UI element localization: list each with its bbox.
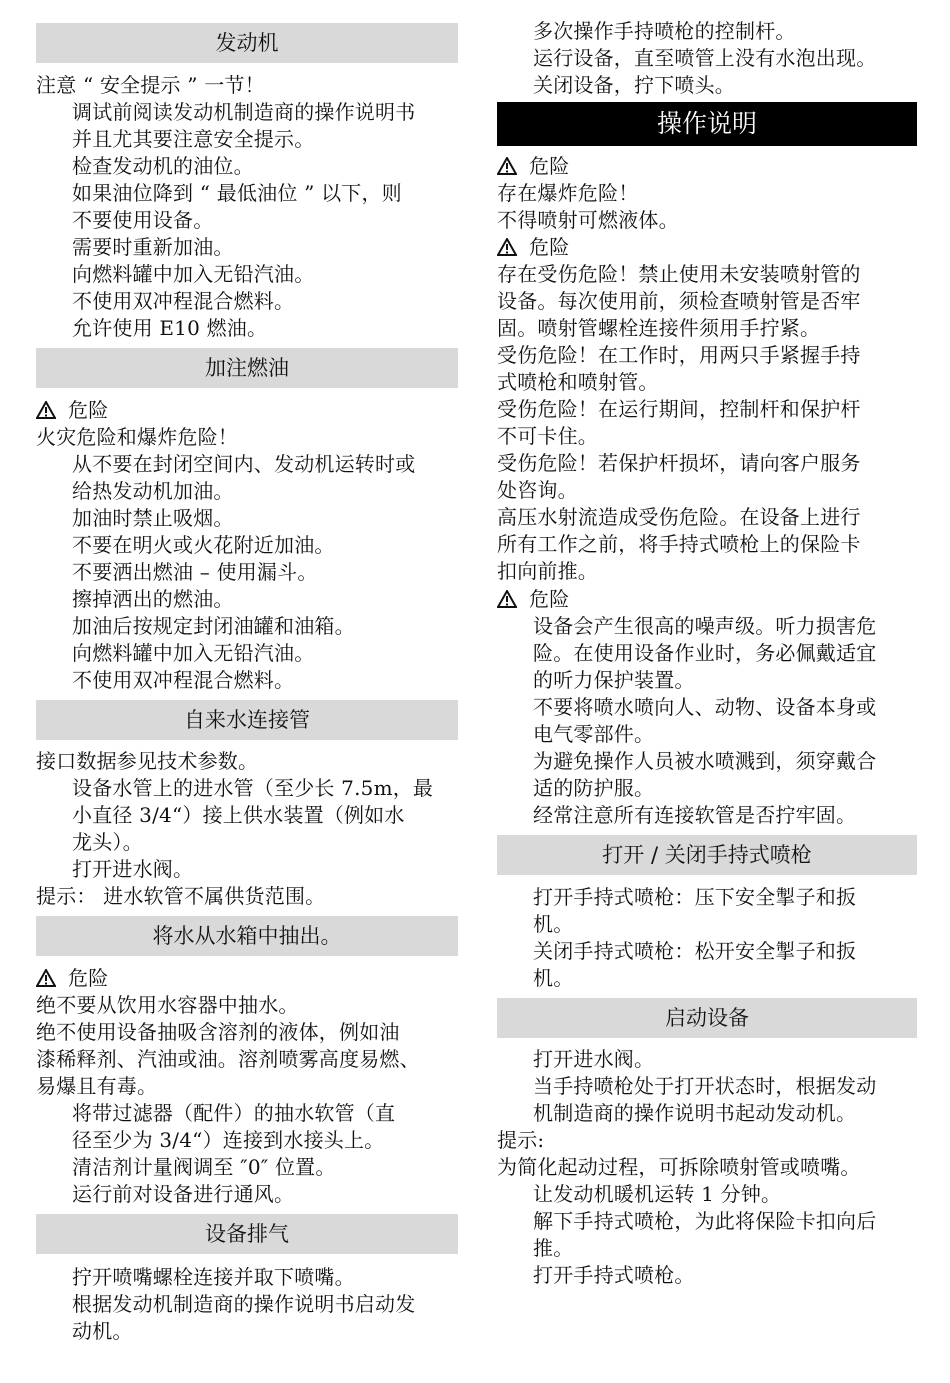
venting-line: 拧开喷嘴螺栓连接并取下喷嘴。: [72, 1265, 355, 1289]
danger-label: [36, 397, 458, 424]
warning-triangle-icon: [497, 238, 517, 256]
engine-line: 不要使用设备。: [72, 208, 214, 232]
start-line: 推。: [533, 1236, 574, 1260]
venting-cont-line: 关闭设备，拧下喷头。: [533, 73, 735, 97]
section-title-fuel: 加注燃油: [36, 348, 458, 388]
operation-line: 所有工作之前，将手持式喷枪上的保险卡: [497, 532, 861, 556]
warning-triangle-icon: [36, 401, 56, 419]
operation-line: 设备会产生很高的噪声级。听力损害危: [533, 614, 877, 638]
danger-text: 危险: [68, 398, 109, 422]
operation-line: 不可卡住。: [497, 424, 598, 448]
warning-triangle-icon: [497, 157, 517, 175]
suction-line: 径至少为 3/4“）连接到水接头上。: [72, 1128, 385, 1152]
gun-line: 机。: [533, 912, 574, 936]
start-line: 为简化起动过程，可拆除喷射管或喷嘴。: [497, 1155, 861, 1179]
operation-line: 受伤危险！在工作时，用两只手紧握手持: [497, 343, 861, 367]
operation-line: 不得喷射可燃液体。: [497, 208, 679, 232]
danger-label: [497, 234, 917, 261]
venting-line: 动机。: [72, 1319, 133, 1343]
water-line: 接口数据参见技术参数。: [36, 749, 259, 773]
water-line: 打开进水阀。: [72, 857, 194, 881]
venting-line: 根据发动机制造商的操作说明书启动发: [72, 1292, 416, 1316]
operation-line: 受伤危险！若保护杆损坏，请向客户服务: [497, 451, 861, 475]
gun-line: 关闭手持式喷枪：松开安全掣子和扳: [533, 939, 857, 963]
operation-line: 存在爆炸危险！: [497, 181, 639, 205]
operation-line: 的听力保护装置。: [533, 668, 695, 692]
section-title-venting: 设备排气: [36, 1214, 458, 1254]
engine-line: 调试前阅读发动机制造商的操作说明书: [72, 100, 416, 124]
engine-line: 向燃料罐中加入无铅汽油。: [72, 262, 315, 286]
start-note-label: 提示:: [497, 1128, 545, 1152]
fuel-line: 不要洒出燃油 – 使用漏斗。: [72, 560, 318, 584]
danger-text: 危险: [529, 587, 570, 611]
fuel-line: 向燃料罐中加入无铅汽油。: [72, 641, 315, 665]
venting-cont-line: 运行设备，直至喷管上没有水泡出现。: [533, 46, 877, 70]
fuel-line: 从不要在封闭空间内、发动机运转时或: [72, 452, 416, 476]
fuel-line: 擦掉洒出的燃油。: [72, 587, 234, 611]
fuel-line: 给热发动机加油。: [72, 479, 234, 503]
operation-line: 高压水射流造成受伤危险。在设备上进行: [497, 505, 861, 529]
danger-label: [497, 586, 917, 613]
operation-line: 扣向前推。: [497, 559, 598, 583]
start-line: 当手持喷枪处于打开状态时，根据发动: [533, 1074, 877, 1098]
start-line: 解下手持式喷枪，为此将保险卡扣向后: [533, 1209, 877, 1233]
venting-cont-line: 多次操作手持喷枪的控制杆。: [533, 19, 796, 43]
section-title-start: 启动设备: [497, 998, 917, 1038]
engine-line: 检查发动机的油位。: [72, 154, 254, 178]
operation-line: 存在受伤危险！禁止使用未安装喷射管的: [497, 262, 861, 286]
suction-line: 绝不要从饮用水容器中抽水。: [36, 993, 299, 1017]
operation-line: 为避免操作人员被水喷溅到，须穿戴合: [533, 749, 877, 773]
warning-triangle-icon: [497, 590, 517, 608]
operation-line: 经常注意所有连接软管是否拧牢固。: [533, 803, 857, 827]
danger-label: [497, 153, 917, 180]
operation-line: 固。喷射管螺栓连接件须用手拧紧。: [497, 316, 821, 340]
start-line: 机制造商的操作说明书起动发动机。: [533, 1101, 857, 1125]
engine-line: 不使用双冲程混合燃料。: [72, 289, 295, 313]
suction-line: 将带过滤器（配件）的抽水软管（直: [72, 1101, 396, 1125]
suction-line: 易爆且有毒。: [36, 1074, 158, 1098]
gun-line: 打开手持式喷枪：压下安全掣子和扳: [533, 885, 857, 909]
fuel-line: 加油时禁止吸烟。: [72, 506, 234, 530]
warning-triangle-icon: [36, 969, 56, 987]
suction-line: 运行前对设备进行通风。: [72, 1182, 295, 1206]
danger-text: 危险: [68, 966, 109, 990]
operation-line: 受伤危险！在运行期间，控制杆和保护杆: [497, 397, 861, 421]
water-line: 龙头）。: [72, 830, 143, 854]
operation-line: 设备。每次使用前，须检查喷射管是否牢: [497, 289, 861, 313]
operation-line: 不要将喷水喷向人、动物、设备本身或: [533, 695, 877, 719]
fuel-line: 加油后按规定封闭油罐和油箱。: [72, 614, 355, 638]
operation-line: 险。在使用设备作业时，务必佩戴适宜: [533, 641, 877, 665]
engine-line: 允许使用 E10 燃油。: [72, 316, 268, 340]
engine-line: 注意 “ 安全提示 ” 一节！: [36, 73, 265, 97]
section-title-operation: 操作说明: [497, 102, 917, 146]
engine-line: 并且尤其要注意安全提示。: [72, 127, 315, 151]
engine-line: 需要时重新加油。: [72, 235, 234, 259]
section-title-gun: 打开 / 关闭手持式喷枪: [497, 835, 917, 875]
operation-line: 电气零部件。: [533, 722, 655, 746]
section-title-suction: 将水从水箱中抽出。: [36, 916, 458, 956]
water-line: 设备水管上的进水管（至少长 7.5m，最: [72, 776, 434, 800]
start-line: 打开手持式喷枪。: [533, 1263, 695, 1287]
fuel-line: 不要在明火或火花附近加油。: [72, 533, 335, 557]
danger-label: [36, 965, 458, 992]
water-note: 提示： 进水软管不属供货范围。: [36, 884, 326, 908]
suction-line: 漆稀释剂、汽油或油。溶剂喷雾高度易燃、: [36, 1047, 420, 1071]
engine-line: 如果油位降到 “ 最低油位 ” 以下，则: [72, 181, 402, 205]
suction-line: 绝不使用设备抽吸含溶剂的液体，例如油: [36, 1020, 400, 1044]
fuel-line: 火灾危险和爆炸危险！: [36, 425, 238, 449]
danger-text: 危险: [529, 235, 570, 259]
operation-line: 式喷枪和喷射管。: [497, 370, 659, 394]
fuel-line: 不使用双冲程混合燃料。: [72, 668, 295, 692]
start-line: 打开进水阀。: [533, 1047, 655, 1071]
water-line: 小直径 3/4“）接上供水装置（例如水: [72, 803, 405, 827]
suction-line: 清洁剂计量阀调至 ″0″ 位置。: [72, 1155, 336, 1179]
start-line: 让发动机暖机运转 1 分钟。: [533, 1182, 782, 1206]
section-title-water-connection: 自来水连接管: [36, 700, 458, 740]
danger-text: 危险: [529, 154, 570, 178]
section-title-engine: 发动机: [36, 23, 458, 63]
gun-line: 机。: [533, 966, 574, 990]
operation-line: 适的防护服。: [533, 776, 655, 800]
operation-line: 处咨询。: [497, 478, 578, 502]
